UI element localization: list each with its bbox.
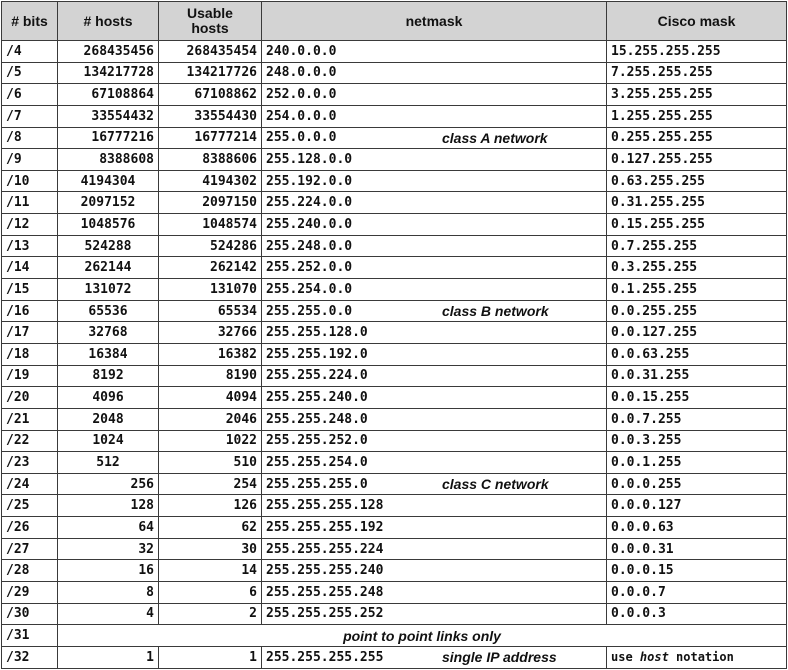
cell-hosts: 512 (58, 452, 159, 474)
cell-cisco-mask: 3.255.255.255 (607, 84, 787, 106)
cell-cisco-mask: 0.255.255.255 (607, 127, 787, 149)
cell-bits: /7 (2, 105, 58, 127)
netmask-value: 252.0.0.0 (266, 87, 337, 103)
netmask-value: 255.255.255.255 (266, 649, 384, 665)
cell-cisco-mask: 0.0.255.255 (607, 300, 787, 322)
cell-hosts: 67108864 (58, 84, 159, 106)
cell-bits: /15 (2, 279, 58, 301)
cell-cisco-mask: 0.0.127.255 (607, 322, 787, 344)
cell-usable-hosts: 2046 (159, 408, 262, 430)
cell-usable-hosts: 62 (159, 517, 262, 539)
table-row (2, 343, 787, 365)
cell-cisco-mask: 0.1.255.255 (607, 279, 787, 301)
header-usable-line2: hosts (191, 20, 229, 36)
cell-bits: /18 (2, 343, 58, 365)
cell-hosts: 131072 (58, 279, 159, 301)
cell-cisco-mask: 0.0.0.31 (607, 538, 787, 560)
cell-bits: /30 (2, 603, 58, 625)
cell-netmask (262, 343, 607, 365)
table-row (2, 560, 787, 582)
netmask-value: 254.0.0.0 (266, 108, 337, 124)
netmask-value: 255.255.255.192 (266, 519, 384, 535)
cell-netmask (262, 170, 607, 192)
cell-usable-hosts: 1048574 (159, 214, 262, 236)
header-cisco-mask: Cisco mask (607, 2, 787, 41)
cell-bits: /5 (2, 62, 58, 84)
cell-netmask (262, 192, 607, 214)
cell-cisco-mask: 0.0.63.255 (607, 343, 787, 365)
cell-netmask (262, 279, 607, 301)
cell-netmask (262, 365, 607, 387)
cell-netmask (262, 84, 607, 106)
cell-hosts: 128 (58, 495, 159, 517)
cell-netmask (262, 495, 607, 517)
table-row (2, 387, 787, 409)
cell-cisco-mask: 0.0.0.3 (607, 603, 787, 625)
cell-bits: /17 (2, 322, 58, 344)
cell-bits: /12 (2, 214, 58, 236)
cell-usable-hosts: 131070 (159, 279, 262, 301)
cell-usable-hosts: 268435454 (159, 41, 262, 63)
table-row (2, 84, 787, 106)
header-netmask: netmask (262, 2, 607, 41)
table-row (2, 257, 787, 279)
cell-cisco-mask: 0.63.255.255 (607, 170, 787, 192)
netmask-value: 255.240.0.0 (266, 216, 353, 232)
netmask-value: 255.255.240.0 (266, 390, 368, 406)
table-row (2, 517, 787, 539)
cell-netmask (262, 452, 607, 474)
table-row (2, 192, 787, 214)
cell-bits: /29 (2, 582, 58, 604)
cell-netmask (262, 214, 607, 236)
netmask-value: 255.255.192.0 (266, 346, 368, 362)
netmask-value: 255.192.0.0 (266, 173, 353, 189)
cell-hosts: 1048576 (58, 214, 159, 236)
cell-usable-hosts: 4094 (159, 387, 262, 409)
cell-cisco-mask: 7.255.255.255 (607, 62, 787, 84)
table-row (2, 452, 787, 474)
table-row (2, 62, 787, 84)
cell-hosts: 16 (58, 560, 159, 582)
netmask-value: 255.255.0.0 (266, 303, 353, 319)
netmask-value: 255.254.0.0 (266, 281, 353, 297)
cell-usable-hosts: 8190 (159, 365, 262, 387)
cell-netmask (262, 408, 607, 430)
cell-hosts: 65536 (58, 300, 159, 322)
cell-cisco-mask: 0.0.7.255 (607, 408, 787, 430)
netmask-value: 255.255.254.0 (266, 454, 368, 470)
cell-hosts: 8192 (58, 365, 159, 387)
cell-hosts: 8388608 (58, 149, 159, 171)
cell-bits: /11 (2, 192, 58, 214)
table-row (2, 582, 787, 604)
cell-bits: /24 (2, 473, 58, 495)
table-row (2, 538, 787, 560)
table-row (2, 235, 787, 257)
cell-usable-hosts: 4194302 (159, 170, 262, 192)
netmask-value: 255.224.0.0 (266, 195, 353, 211)
table-row (2, 214, 787, 236)
cell-netmask (262, 560, 607, 582)
cell-bits: /31 (2, 625, 58, 647)
netmask-value: 255.255.224.0 (266, 368, 368, 384)
cell-bits: /6 (2, 84, 58, 106)
cell-netmask (262, 538, 607, 560)
cell-bits: /10 (2, 170, 58, 192)
netmask-value: 255.255.248.0 (266, 411, 368, 427)
cell-cisco-mask: 0.7.255.255 (607, 235, 787, 257)
table-row (2, 495, 787, 517)
cell-netmask (262, 322, 607, 344)
cell-hosts: 2048 (58, 408, 159, 430)
cell-usable-hosts: 30 (159, 538, 262, 560)
cell-usable-hosts: 6 (159, 582, 262, 604)
cell-usable-hosts: 1 (159, 646, 262, 668)
cidr-subnet-table (1, 1, 787, 669)
cell-cisco-mask: 0.0.0.63 (607, 517, 787, 539)
netmask-value: 248.0.0.0 (266, 65, 337, 81)
cell-bits: /4 (2, 41, 58, 63)
cell-netmask (262, 517, 607, 539)
netmask-value: 255.255.255.0 (266, 476, 368, 492)
table-row (2, 603, 787, 625)
cell-usable-hosts: 126 (159, 495, 262, 517)
cell-netmask (262, 149, 607, 171)
cell-bits: /19 (2, 365, 58, 387)
cell-netmask (262, 62, 607, 84)
cell-bits: /20 (2, 387, 58, 409)
table-row-31 (2, 625, 787, 647)
cell-bits: /16 (2, 300, 58, 322)
cell-bits: /27 (2, 538, 58, 560)
header-hosts: # hosts (58, 2, 159, 41)
cell-netmask (262, 257, 607, 279)
cell-cisco-mask: 0.31.255.255 (607, 192, 787, 214)
cell-bits: /22 (2, 430, 58, 452)
cell-cisco-mask: 0.15.255.255 (607, 214, 787, 236)
netmask-value: 240.0.0.0 (266, 43, 337, 59)
cell-bits: /23 (2, 452, 58, 474)
netmask-value: 255.255.255.252 (266, 606, 384, 622)
cell-usable-hosts: 524286 (159, 235, 262, 257)
table-row (2, 408, 787, 430)
cell-cisco-mask: 0.3.255.255 (607, 257, 787, 279)
cell-usable-hosts: 65534 (159, 300, 262, 322)
cell-hosts: 4096 (58, 387, 159, 409)
table-row (2, 473, 787, 495)
cell-usable-hosts: 254 (159, 473, 262, 495)
table-row-32 (2, 646, 787, 668)
cell-cisco-mask: 0.0.0.127 (607, 495, 787, 517)
cell-usable-hosts: 16777214 (159, 127, 262, 149)
cell-netmask (262, 603, 607, 625)
cell-usable-hosts: 16382 (159, 343, 262, 365)
cell-cisco-mask: 0.0.31.255 (607, 365, 787, 387)
cell-hosts: 8 (58, 582, 159, 604)
netmask-value: 255.255.255.128 (266, 498, 384, 514)
cell-usable-hosts: 8388606 (159, 149, 262, 171)
cell-netmask (262, 430, 607, 452)
cell-hosts: 524288 (58, 235, 159, 257)
cell-hosts: 33554432 (58, 105, 159, 127)
cell-cisco-mask: 1.255.255.255 (607, 105, 787, 127)
cell-cisco-mask: 0.0.0.255 (607, 473, 787, 495)
cell-usable-hosts: 134217726 (159, 62, 262, 84)
cell-netmask (262, 582, 607, 604)
header-usable-line1: Usable (187, 5, 233, 21)
netmask-value: 255.128.0.0 (266, 152, 353, 168)
cell-netmask (262, 41, 607, 63)
cell-bits: /8 (2, 127, 58, 149)
cell-hosts: 64 (58, 517, 159, 539)
netmask-value: 255.0.0.0 (266, 130, 337, 146)
cell-cisco-mask: 0.0.1.255 (607, 452, 787, 474)
cell-bits: /21 (2, 408, 58, 430)
cell-hosts: 2097152 (58, 192, 159, 214)
cisco-note-host: host (639, 650, 669, 665)
cell-bits: /25 (2, 495, 58, 517)
netmask-value: 255.252.0.0 (266, 260, 353, 276)
cell-usable-hosts: 33554430 (159, 105, 262, 127)
cell-hosts: 32768 (58, 322, 159, 344)
cell-bits: /26 (2, 517, 58, 539)
netmask-value: 255.255.255.240 (266, 563, 384, 579)
netmask-value: 255.255.255.248 (266, 584, 384, 600)
cell-cisco-mask: 0.0.0.7 (607, 582, 787, 604)
header-row (2, 2, 787, 41)
table-row (2, 365, 787, 387)
cell-span-note: point to point links only (58, 625, 787, 647)
cell-bits: /28 (2, 560, 58, 582)
cell-netmask (262, 105, 607, 127)
table-row (2, 105, 787, 127)
cell-usable-hosts: 2 (159, 603, 262, 625)
cell-bits: /13 (2, 235, 58, 257)
cell-netmask (262, 473, 607, 495)
cisco-note-pre: use (611, 650, 640, 665)
table-row (2, 322, 787, 344)
cell-usable-hosts: 1022 (159, 430, 262, 452)
cell-hosts: 1 (58, 646, 159, 668)
cell-usable-hosts: 67108862 (159, 84, 262, 106)
netmask-value: 255.255.128.0 (266, 325, 368, 341)
cell-bits: /9 (2, 149, 58, 171)
cell-cisco-mask: 0.0.0.15 (607, 560, 787, 582)
network-class-label: class C network (442, 476, 549, 493)
cell-netmask (262, 235, 607, 257)
header-bits: # bits (2, 2, 58, 41)
cell-cisco-mask: 0.0.15.255 (607, 387, 787, 409)
netmask-value: 255.255.255.224 (266, 541, 384, 557)
cell-hosts: 32 (58, 538, 159, 560)
table-row (2, 170, 787, 192)
table-row (2, 300, 787, 322)
cell-bits: /14 (2, 257, 58, 279)
cell-netmask (262, 127, 607, 149)
cell-netmask (262, 387, 607, 409)
table-row (2, 41, 787, 63)
cell-hosts: 4 (58, 603, 159, 625)
cell-hosts: 16777216 (58, 127, 159, 149)
cell-cisco-mask: 0.0.3.255 (607, 430, 787, 452)
cell-netmask (262, 646, 607, 668)
cell-hosts: 262144 (58, 257, 159, 279)
header-usable-hosts (159, 2, 262, 41)
table-row (2, 279, 787, 301)
network-class-label: class A network (442, 129, 548, 146)
table-row (2, 430, 787, 452)
cell-hosts: 268435456 (58, 41, 159, 63)
cell-hosts: 1024 (58, 430, 159, 452)
cell-hosts: 4194304 (58, 170, 159, 192)
cell-hosts: 256 (58, 473, 159, 495)
cell-usable-hosts: 32766 (159, 322, 262, 344)
cell-netmask (262, 300, 607, 322)
cell-hosts: 16384 (58, 343, 159, 365)
cisco-note-post: notation (668, 650, 734, 665)
network-class-label: class B network (442, 303, 549, 319)
netmask-value: 255.255.252.0 (266, 433, 368, 449)
netmask-value: 255.248.0.0 (266, 238, 353, 254)
cell-cisco-mask: 15.255.255.255 (607, 41, 787, 63)
cell-hosts: 134217728 (58, 62, 159, 84)
table-row (2, 127, 787, 149)
cell-usable-hosts: 14 (159, 560, 262, 582)
cell-cisco-mask (607, 646, 787, 668)
cell-usable-hosts: 262142 (159, 257, 262, 279)
cell-usable-hosts: 2097150 (159, 192, 262, 214)
cell-bits: /32 (2, 646, 58, 668)
cell-usable-hosts: 510 (159, 452, 262, 474)
network-class-label: single IP address (442, 649, 557, 666)
table-row (2, 149, 787, 171)
cell-cisco-mask: 0.127.255.255 (607, 149, 787, 171)
